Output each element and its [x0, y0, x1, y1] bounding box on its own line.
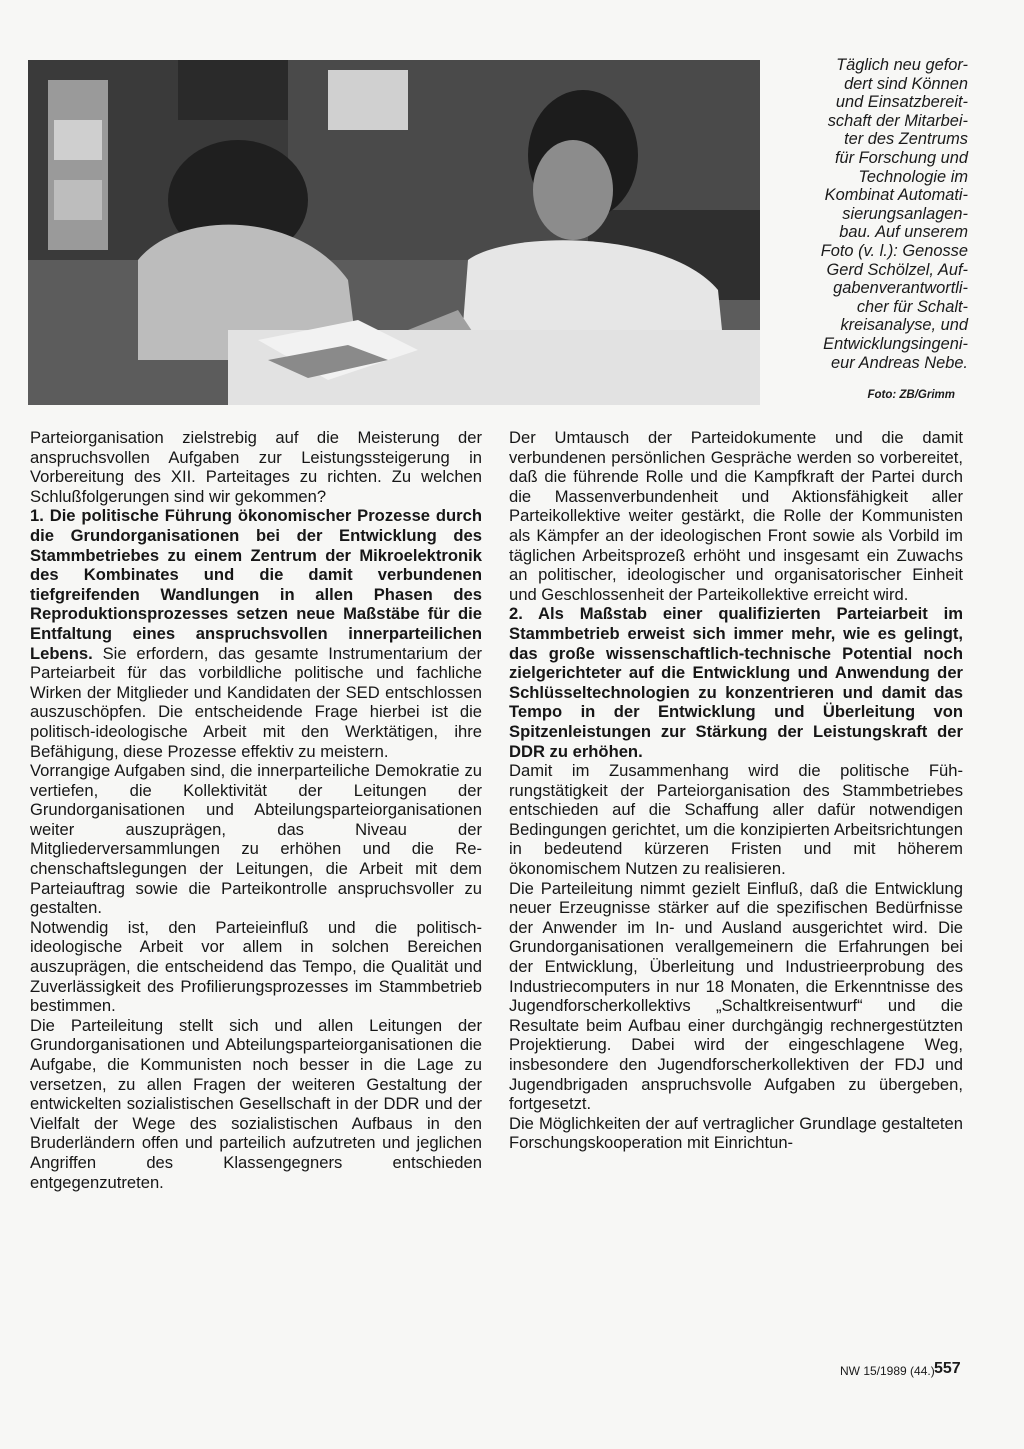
paragraph: Die Möglichkeiten der auf vertraglicher Grundlage gestalteten Forschungskooperation mit Einrichtun- [509, 1113, 963, 1153]
caption-line: cher für Schalt- [856, 297, 968, 316]
paragraph: Der Umtausch der Parteidokumente und die damit verbundenen persönlichen Gespräche werden so vorbereitet, daß die führende Rolle und die Kampfkraft der Partei durch die Massenverbundenheit und Aktionsfähigkeit aller Parteikollektive weiter gestärkt, die Rolle der Kommunisten als Kämpfer an der ideologischen Front sowie als Vorbild im täglichen Arbeitsprozeß erhöht und insgesamt ein Zuwachs an politischer, ideologischer und organisatorischer Einheit und Geschlossenheit der Parteikollektive erreicht wird. [509, 428, 963, 604]
photo-two-engineers-icon [28, 60, 760, 405]
caption-line: für Forschung und [834, 148, 968, 167]
paragraph: Die Parteileitung stellt sich und allen Leitungen der Grundorganisationen und Abteilungsparteiorganisationen die Aufgabe, die Kommunisten noch besser in die Lage zu versetzen, zu allen Fragen der weiteren Gestaltung der entwickelten sozialistischen Gesellschaft in der DDR und der Vielfalt der Wege des sozialistischen Aufbaus in den Bruderländern offen und parteilich aufzutreten und jeglichen Angriffen des Klassengegners entschieden entgegenzutreten. [30, 1015, 482, 1192]
paragraph: Notwendig ist, den Parteieinfluß und die politisch-ideologische Arbeit vor allem in solchen Bereichen auszuprägen, die entscheidend das Tempo, die Qualität und Zuverlässigkeit des Profilierungsprozesses im Stammbetrieb bestimmen. [30, 917, 482, 1016]
caption-line: gabenverantwortli- [833, 279, 968, 298]
right-column [509, 428, 963, 1153]
paragraph-bold: 2. Als Maßstab einer qualifizierten Parteiarbeit im Stammbetrieb erweist sich immer mehr, wie es gelingt, das große wissenschaftlich-technische Potential noch zielgerichteter auf die Entwicklung und Anwendung der Schlüsseltechnologien zu konzentrieren und damit das Tempo in der Entwicklung und Überleitung von Spitzenleistungen zur Stärkung der Leistungskraft der DDR zu erhöhen. [509, 604, 963, 761]
caption-line: Täglich neu gefor- [836, 56, 968, 74]
page-number: 557 [934, 1360, 961, 1377]
caption-line: Technologie im [858, 167, 968, 186]
paragraph: Parteiorganisation zielstrebig auf die Meisterung der anspruchsvollen Aufgaben zur Leistungssteigerung in Vorbereitung des XII. Parteitages zu richten. Zu welchen Schlußfolgerungen sind wir gekommen? [30, 428, 482, 506]
paragraph: Vorrangige Aufgaben sind, die innerparteiliche Demokratie zu vertiefen, die Kollektivität der Leitungen der Grundorganisationen und Abteilungsparteiorganisationen weiter auszuprägen, das Niveau der Mitgliederversammlungen zu erhöhen und die Rechenschaftslegungen der Leitungen, die Arbeit mit dem Parteiauftrag sowie die Parteikontrolle anspruchsvoller zu gestalten. [30, 761, 482, 918]
paragraph: Die Parteileitung nimmt gezielt Einfluß, daß die Entwicklung neuer Erzeugnisse stärker auf die spezifischen Bedürfnisse der Anwender im In- und Ausland ausgerichtet wird. Die Grundorganisationen verallgemeinern die Erfahrungen bei der Entwicklung, Überleitung und Industrieerprobung des Industriecomputers in nur 18 Monaten, die Erkenntnisse des Jugendforscherkollektivs „Schaltkreisentwurf“ und die Resultate beim Aufbau einer durchgängig rechnergestützten Projektierung. Dabei wird der eingeschlagene Weg, insbesondere den Jugendforscherkollektiven der FDJ und Jugendbrigaden anspruchsvolle Aufgaben zu übergeben, fortgesetzt. [509, 878, 963, 1114]
caption-line: und Einsatzbereit- [835, 93, 968, 112]
photo-credit: Foto: ZB/Grimm [867, 389, 955, 401]
caption-line: kreisanalyse, und [840, 316, 968, 335]
paragraph: Damit im Zusammenhang wird die politische Führungstätigkeit der Parteiorganisation des Stammbetriebes entschieden auf die Schaffung aller dafür notwendigen Bedingungen gerichtet, um die konzipierten Arbeitsrichtungen in bedeutend kürzeren Fristen und mit höherem ökonomischem Nutzen zu realisieren. [509, 761, 963, 879]
caption-line: Gerd Schölzel, Auf- [826, 260, 968, 279]
paragraph-bold [30, 506, 482, 761]
caption-line: ter des Zentrums [844, 130, 968, 149]
caption-line: eur Andreas Nebe. [831, 353, 968, 372]
caption-line: Kombinat Automati- [824, 186, 968, 205]
caption-line: dert sind Können [844, 74, 968, 93]
paragraph-continuation: Sie erfordern, das gesamte Instrumentarium der Parteiarbeit für das vorbildliche politische und fachliche Wirken der Mitglieder und Kandidaten der SED entschlossen auszuschöpfen. Die entscheidende Frage hierbei ist die politisch-ideologische Arbeit mit den Werktätigen, ihre Befähigung, diese Prozesse effektiv zu meistern. [30, 643, 482, 761]
caption-line: Foto (v. l.): Genosse [820, 241, 968, 260]
caption-line: sierungsanlagen- [842, 204, 968, 223]
caption-line: bau. Auf unserem [839, 223, 968, 242]
article-photo [28, 60, 760, 405]
caption-line: schaft der Mitarbei- [827, 111, 968, 130]
bold-lead: 1. Die politische Führung ökonomischer Prozesse durch die Grundorganisationen bei der Entwicklung des Stammbetriebes zu einem Zentrum der Mikroelektronik des Kombinates und die damit verbundenen tiefgreifenden Wandlungen in allen Phasen des Reproduktionsprozesses setzen neue Maßstäbe für die Entfaltung eines anspruchsvollen innerparteilichen Lebens. [30, 506, 482, 663]
caption-line: Entwicklungsingeni- [823, 334, 968, 353]
issue-label: NW 15/1989 (44.) [840, 1364, 935, 1378]
photo-caption [768, 56, 968, 372]
left-column [30, 428, 482, 1192]
